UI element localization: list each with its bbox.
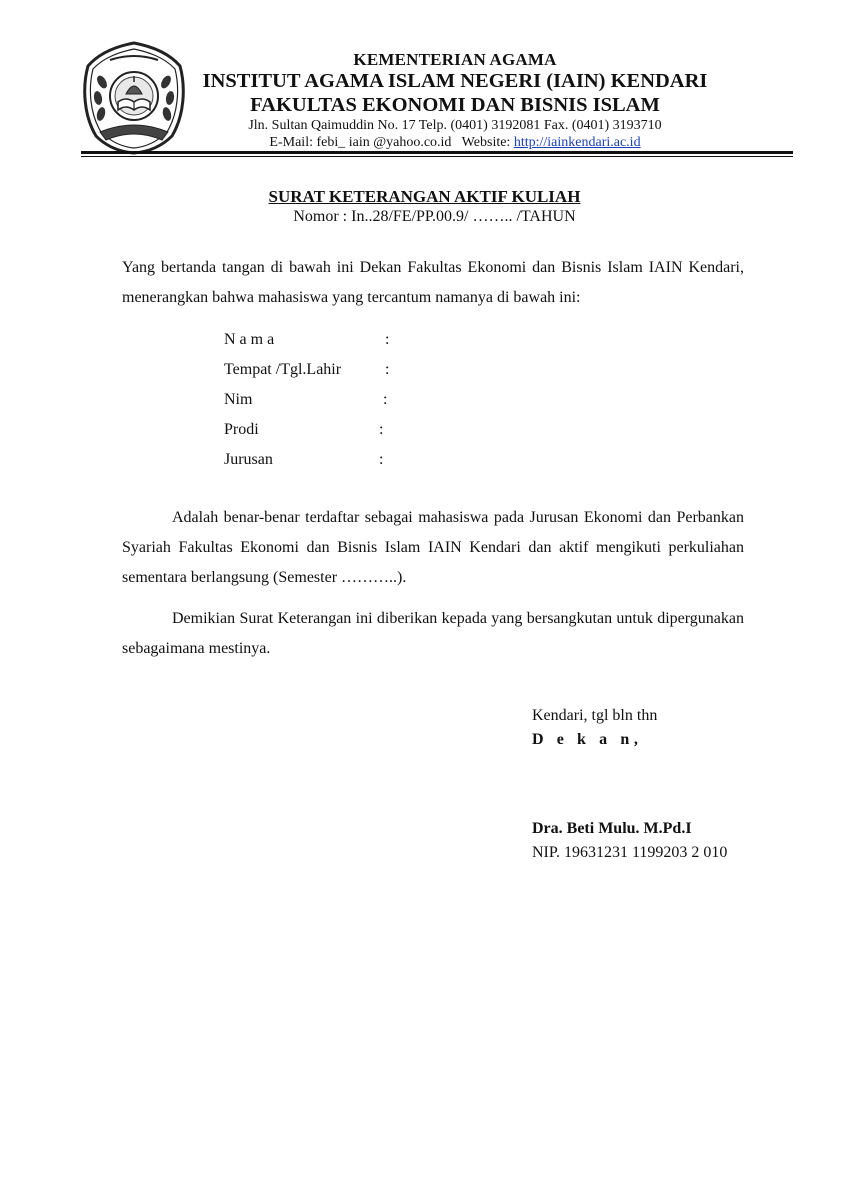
- university-seal-icon: [80, 40, 188, 155]
- closing-paragraph: Demikian Surat Keterangan ini diberikan kepada yang bersangkutan untuk dipergunakan sebagaimana mestinya.: [122, 610, 744, 657]
- field-label: Prodi: [224, 421, 259, 438]
- field-label: N a m a: [224, 331, 275, 348]
- field-colon: :: [383, 391, 388, 408]
- field-colon: :: [379, 421, 384, 438]
- document-number: Nomor : In..28/FE/PP.00.9/ …….. /TAHUN: [293, 208, 576, 225]
- signatory-nip: NIP. 19631231 1199203 2 010: [532, 844, 728, 861]
- institute-name: INSTITUT AGAMA ISLAM NEGERI (IAIN) KENDARI: [202, 70, 708, 92]
- signatory-name: Dra. Beti Mulu. M.Pd.I: [532, 820, 692, 837]
- letterhead-divider-thick: [81, 151, 793, 154]
- statement-paragraph: Adalah benar-benar terdaftar sebagai mahasiswa pada Jurusan Ekonomi dan Perbankan Syariah Fakultas Ekonomi dan Bisnis Islam IAIN Kendari dan aktif mengikuti perkuliahan sementara berlangsung (Semester ………..).: [122, 509, 744, 586]
- letterhead-divider-thin: [81, 156, 793, 157]
- field-colon: :: [379, 451, 384, 468]
- field-label: Tempat /Tgl.Lahir: [224, 361, 342, 378]
- document-title: [0, 187, 849, 207]
- email-text: E-Mail: febi_ iain @yahoo.co.id Website:: [269, 135, 514, 150]
- document-title-text: SURAT KETERANGAN AKTIF KULIAH: [268, 187, 581, 206]
- letterhead: [200, 50, 710, 151]
- website-link[interactable]: http://iainkendari.ac.id: [513, 135, 641, 150]
- contact-line: [200, 134, 710, 151]
- field-label: Nim: [224, 391, 253, 408]
- signature-position: D e k a n,: [532, 731, 643, 748]
- signature-place-date: Kendari, tgl bln thn: [532, 707, 658, 724]
- ministry-name: KEMENTERIAN AGAMA: [353, 50, 557, 69]
- field-colon: :: [385, 331, 390, 348]
- field-label: Jurusan: [224, 451, 273, 468]
- field-colon: :: [385, 361, 390, 378]
- address-line: Jln. Sultan Qaimuddin No. 17 Telp. (0401) 3192081 Fax. (0401) 3193710: [248, 118, 662, 133]
- intro-paragraph: Yang bertanda tangan di bawah ini Dekan Fakultas Ekonomi dan Bisnis Islam IAIN Kendari, menerangkan bahwa mahasiswa yang tercantum namanya di bawah ini:: [122, 259, 744, 306]
- faculty-name: FAKULTAS EKONOMI DAN BISNIS ISLAM: [250, 94, 660, 116]
